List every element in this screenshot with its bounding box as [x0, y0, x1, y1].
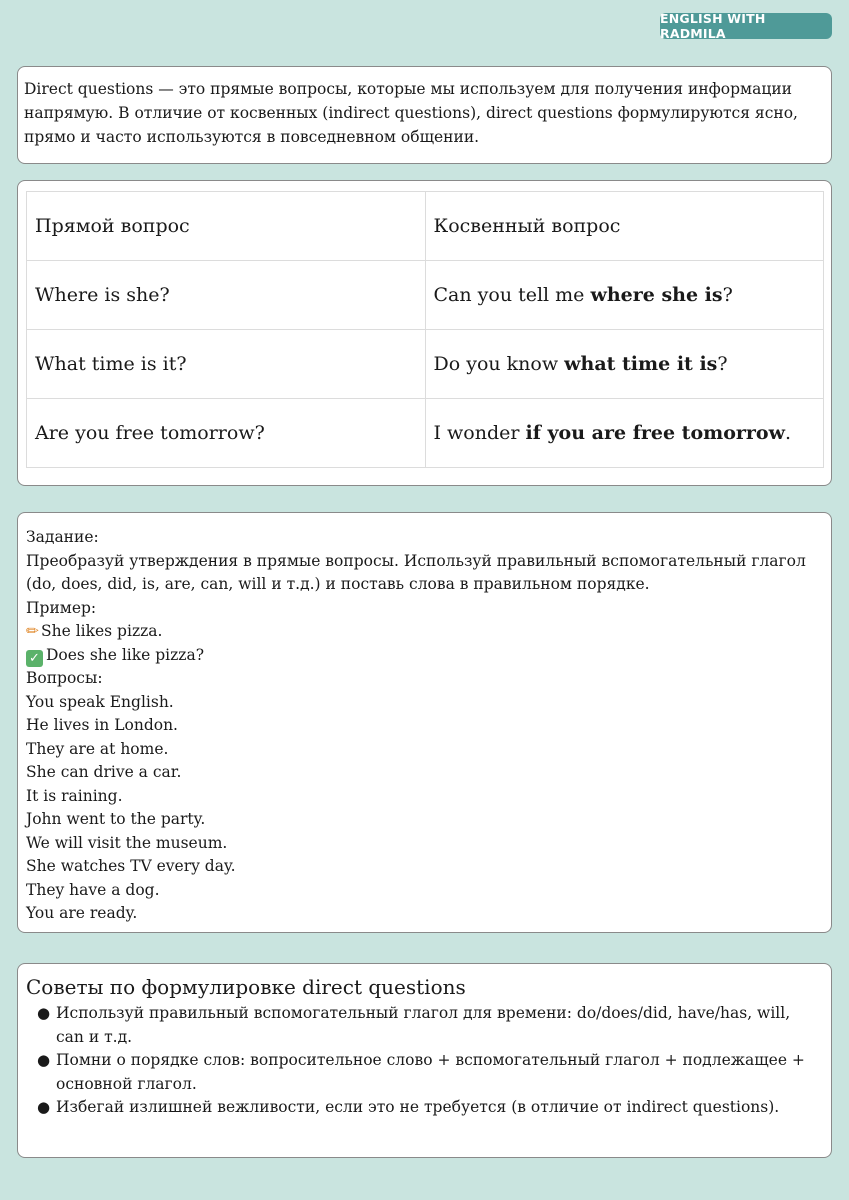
list-item: You speak English.	[26, 692, 174, 711]
list-item: ● Помни о порядке слов: вопросительное слово + вспомогательный глагол + подлежащее + основной глагол.	[37, 1051, 805, 1093]
comparison-table	[26, 191, 824, 468]
indirect-question: I wonder if you are free tomorrow.	[425, 399, 824, 468]
table-row	[27, 261, 824, 330]
list-item: They are at home.	[26, 739, 169, 758]
header-direct: Прямой вопрос	[27, 192, 426, 261]
comparison-table-card	[17, 180, 832, 486]
example-statement: ✏ She likes pizza.	[26, 622, 163, 640]
pencil-icon: ✏	[26, 622, 39, 640]
task-instruction: Преобразуй утверждения в прямые вопросы. Используй правильный вспомогательный глагол	[26, 551, 806, 570]
indirect-question: Do you know what time it is?	[425, 330, 824, 399]
list-item: We will visit the museum.	[26, 833, 228, 852]
tips-list	[26, 1002, 823, 1120]
list-item: You are ready.	[26, 904, 138, 922]
list-item: John went to the party.	[26, 810, 206, 828]
brand-badge: ENGLISH WITH RADMILA	[660, 13, 832, 39]
example-label: Пример:	[26, 598, 97, 617]
task-instruction: (do, does, did, is, are, can, will и т.д.) и поставь слова в правильном порядке.	[26, 575, 650, 593]
task-card	[17, 512, 832, 933]
tips-title: Советы по формулировке direct questions	[26, 975, 466, 999]
bullet-icon: ●	[37, 1004, 51, 1022]
direct-question: What time is it?	[27, 330, 426, 399]
bullet-icon: ●	[37, 1051, 51, 1069]
tips-card	[17, 963, 832, 1158]
example-answer: ✓ Does she like pizza?	[26, 644, 823, 668]
header-indirect: Косвенный вопрос	[425, 192, 824, 261]
direct-question: Where is she?	[27, 261, 426, 330]
table-row	[27, 399, 824, 468]
task-title: Задание:	[26, 528, 99, 546]
bullet-icon: ●	[37, 1098, 51, 1116]
list-item: He lives in London.	[26, 716, 178, 734]
list-item: It is raining.	[26, 786, 123, 805]
table-row	[27, 330, 824, 399]
questions-label: Вопросы:	[26, 669, 103, 687]
table-header-row	[27, 192, 824, 261]
list-item: They have a dog.	[26, 880, 160, 899]
direct-question: Are you free tomorrow?	[27, 399, 426, 468]
checkmark-icon: ✓	[26, 650, 43, 667]
indirect-question: Can you tell me where she is?	[425, 261, 824, 330]
list-item: She watches TV every day.	[26, 857, 236, 875]
intro-card	[17, 66, 832, 164]
list-item: ● Избегай излишней вежливости, если это не требуется (в отличие от indirect questions).	[26, 1096, 823, 1120]
list-item: ● Используй правильный вспомогательный глагол для времени: do/does/did, have/has, will, can и т.д.	[37, 1004, 791, 1046]
intro-text: Direct questions — это прямые вопросы, которые мы используем для получения информации напрямую. В отличие от косвенных (indirect questions), direct questions формулируются ясно, прямо и часто используются в повседневном общении.	[24, 80, 798, 146]
list-item: She can drive a car.	[26, 763, 182, 781]
